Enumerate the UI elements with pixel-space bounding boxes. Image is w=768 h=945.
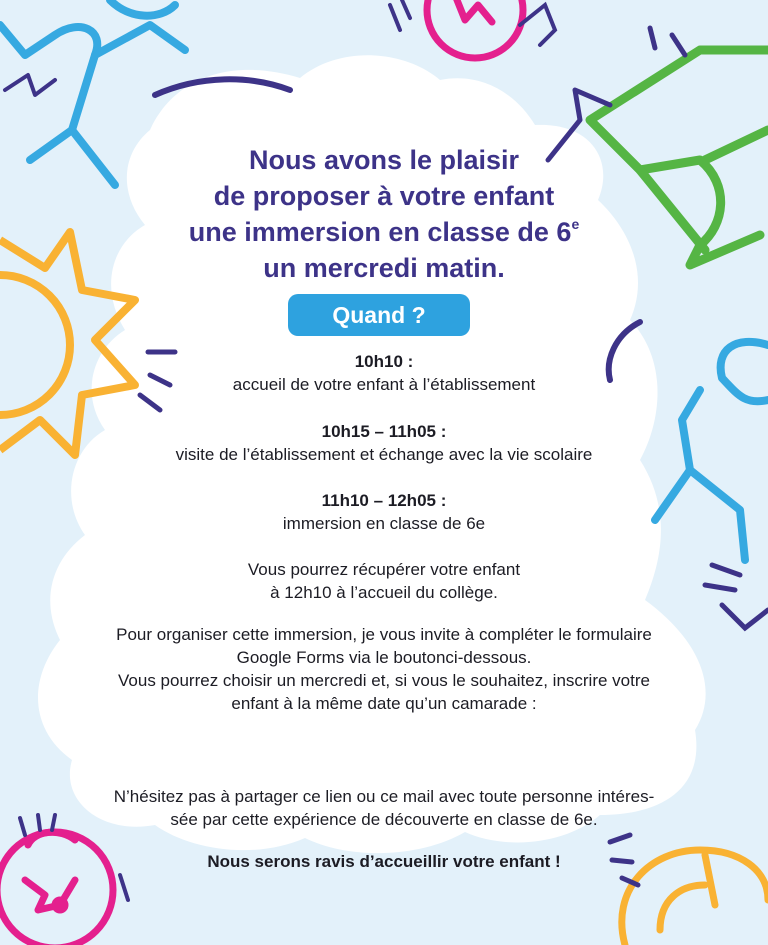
- share-line-1: N’hésitez pas à partager ce lien ou ce mail avec toute personne intéres-: [113, 787, 655, 806]
- schedule-description: accueil de votre enfant à l’établissement: [232, 375, 536, 394]
- headline-line-1: Nous avons le plaisir: [248, 145, 520, 175]
- schedule-time: 11h10 – 12h05 :: [321, 491, 447, 510]
- form-info: [0, 623, 768, 715]
- schedule-item: [0, 489, 768, 535]
- closing-message: Nous serons ravis d’accueillir votre enfant !: [207, 852, 561, 871]
- headline-line-2: de proposer à votre enfant: [213, 181, 555, 211]
- form-info-line-4: enfant à la même date qu’un camarade :: [231, 694, 537, 713]
- headline-line-3: une immersion en classe de 6e: [188, 216, 580, 247]
- schedule-description: visite de l’établissement et échange avec la vie scolaire: [175, 445, 593, 464]
- schedule-item: [0, 420, 768, 466]
- form-info-line-2: Google Forms via le boutonci-dessous.: [236, 648, 532, 667]
- headline-line-4: un mercredi matin.: [263, 253, 505, 283]
- schedule-item: [0, 350, 768, 396]
- pickup-info: [0, 558, 768, 604]
- schedule-time: 10h15 – 11h05 :: [321, 422, 447, 441]
- when-badge: Quand ?: [288, 294, 470, 336]
- pickup-line-2: à 12h10 à l’accueil du collège.: [270, 583, 498, 602]
- schedule-description: immersion en classe de 6e: [282, 514, 486, 533]
- pickup-line-1: Vous pourrez récupérer votre enfant: [247, 560, 521, 579]
- share-line-2: sée par cette expérience de découverte en classe de 6e.: [170, 810, 598, 829]
- share-info: [0, 785, 768, 831]
- form-info-line-3: Vous pourrez choisir un mercredi et, si vous le souhaitez, inscrire votre: [118, 671, 650, 690]
- form-info-line-1: Pour organiser cette immersion, je vous invite à compléter le formulaire: [116, 625, 652, 644]
- schedule-time: 10h10 :: [354, 352, 414, 371]
- headline: [0, 142, 768, 286]
